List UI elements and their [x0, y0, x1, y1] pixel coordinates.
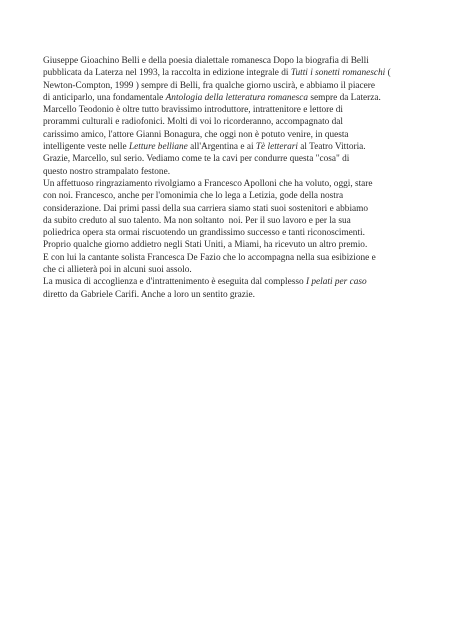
- italic-title: I pelati per caso: [305, 277, 367, 288]
- text-run: (: [385, 68, 391, 79]
- text-run: Proprio qualche giorno addietro negli Stati Uniti, a Miami, ha ricevuto un altro premio.: [43, 240, 368, 251]
- text-run: La musica di accoglienza e d'intrattenimento è eseguita dal complesso: [43, 277, 306, 288]
- text-run: prorammi culturali e radiofonici. Molti di voi lo ricorderanno, accompagnato dal: [43, 117, 343, 128]
- text-line: [43, 264, 411, 276]
- text-line: [43, 153, 411, 165]
- text-run: da subito creduto al suo talento. Ma non soltanto noi. Per il suo lavoro e per la sua: [43, 215, 351, 226]
- text-line: [43, 104, 411, 116]
- text-line: [43, 166, 411, 178]
- text-line: [43, 116, 411, 128]
- text-line: [43, 289, 411, 301]
- text-line: [43, 129, 411, 141]
- italic-title: Tè letterari: [255, 142, 298, 153]
- text-line: [43, 227, 411, 239]
- text-run: carissimo amico, l'attore Gianni Bonagura, che oggi non è potuto venire, in questa: [43, 129, 349, 140]
- text-run: di anticiparlo, una fondamentale: [43, 92, 166, 103]
- text-run: sempre da Laterza.: [308, 92, 381, 103]
- text-run: E con lui la cantante solista Francesca De Fazio che lo accompagna nella sua esibizione e: [43, 252, 376, 263]
- text-run: che ci allieterà poi in alcuni suoi assolo.: [43, 265, 192, 276]
- text-run: con noi. Francesco, anche per l'omonimia che lo lega a Letizia, gode della nostra: [43, 191, 344, 202]
- text-run: pubblicata da Laterza nel 1993, la raccolta in edizione integrale di: [43, 68, 291, 79]
- text-line: [43, 239, 411, 251]
- text-run: considerazione. Dai primi passi della sua carriera siamo stati suoi sostenitori e abbiamo: [43, 203, 369, 214]
- body-text: [43, 55, 411, 301]
- text-line: [43, 215, 411, 227]
- italic-title: Antologia della letteratura romanesca: [165, 92, 309, 103]
- text-line: [43, 203, 411, 215]
- text-run: diretto da Gabriele Carifi. Anche a loro un sentito grazie.: [43, 289, 255, 300]
- text-run: Giuseppe Gioachino Belli e della poesia dialettale romanesca Dopo la biografia di Belli: [43, 56, 369, 66]
- text-line: [43, 276, 411, 288]
- text-line: [43, 55, 411, 67]
- italic-title: Letture belliane: [128, 142, 188, 153]
- text-line: [43, 80, 411, 92]
- text-run: questo nostro strampalato festone.: [43, 166, 171, 177]
- text-run: Newton-Compton, 1999 ) sempre di Belli, fra qualche giorno uscirà, e abbiamo il piacere: [43, 80, 376, 91]
- text-line: [43, 178, 411, 190]
- text-run: all'Argentina e ai: [187, 142, 256, 153]
- text-run: Un affettuoso ringraziamento rivolgiamo a Francesco Apolloni che ha voluto, oggi, stare: [43, 178, 373, 189]
- italic-title: Tutti i sonetti romaneschi: [290, 68, 386, 79]
- text-run: Grazie, Marcello, sul serio. Vediamo come te la cavi per condurre questa "cosa" di: [43, 154, 350, 165]
- text-run: intelligente veste nelle: [43, 142, 129, 153]
- text-line: [43, 190, 411, 202]
- text-line: [43, 252, 411, 264]
- text-line: [43, 92, 411, 104]
- text-run: poliedrica opera sta ormai riscuotendo un grandissimo successo e tanti riconoscimenti.: [43, 228, 365, 239]
- text-run: al Teatro Vittoria.: [297, 142, 366, 153]
- text-line: [43, 67, 411, 79]
- text-run: Marcello Teodonio è oltre tutto bravissimo introduttore, intrattenitore e lettore di: [43, 105, 343, 116]
- text-line: [43, 141, 411, 153]
